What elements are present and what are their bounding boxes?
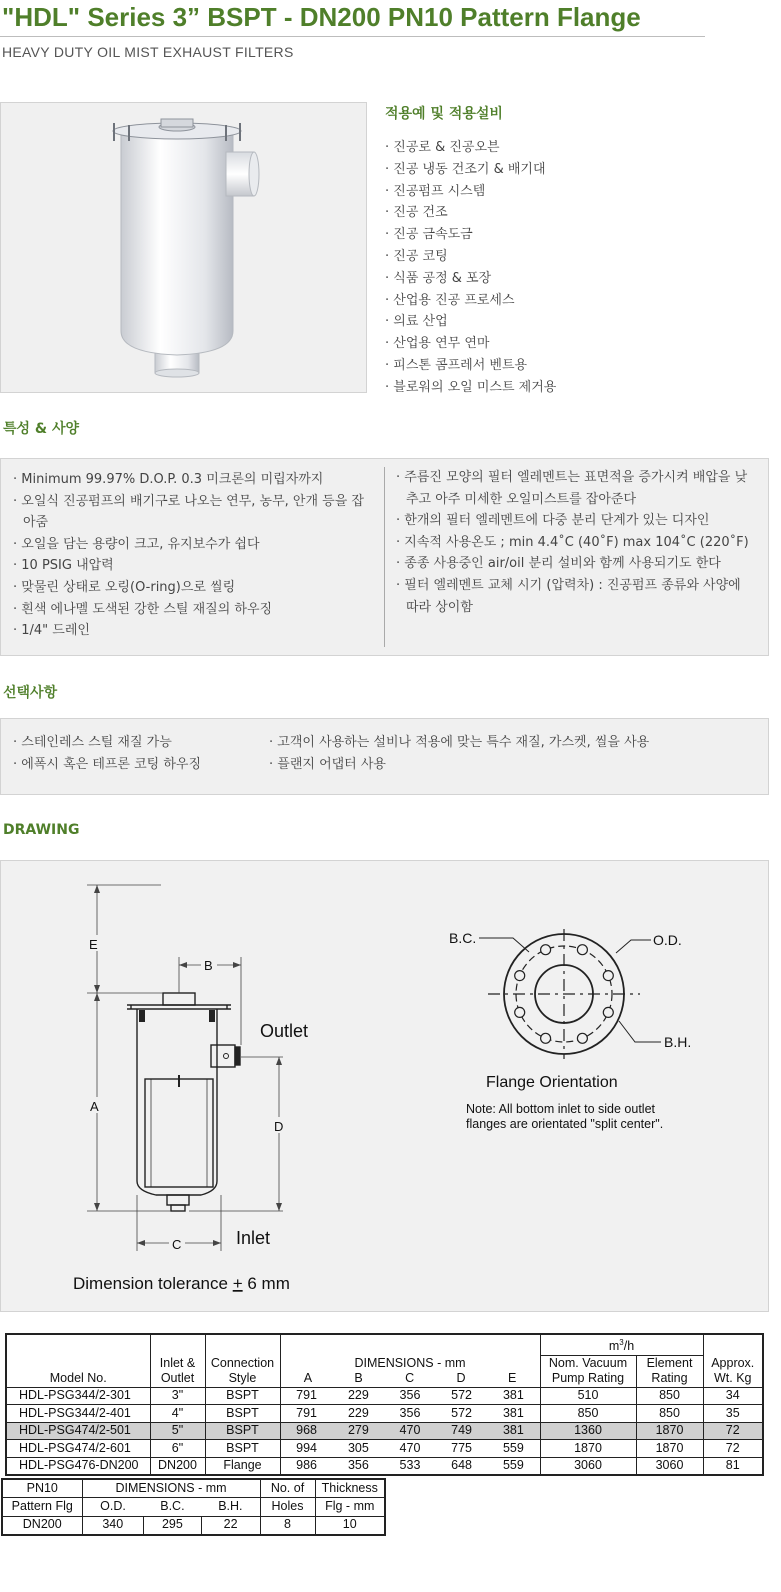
table-cell: 3060 bbox=[636, 1458, 703, 1476]
flange-header-bc: B.C. bbox=[144, 1498, 202, 1517]
table-cell: 4" bbox=[150, 1405, 205, 1423]
model-number-cell: HDL-PSG474/2-601 bbox=[6, 1440, 150, 1458]
header-dimensions: DIMENSIONS - mm A B C D E bbox=[280, 1334, 540, 1387]
table-cell: 356 bbox=[384, 1405, 436, 1423]
table-cell: 1870 bbox=[540, 1440, 636, 1458]
features-divider bbox=[384, 467, 385, 647]
drawing-heading: DRAWING bbox=[3, 822, 80, 838]
table-cell: 1870 bbox=[636, 1440, 703, 1458]
feature-item: · 오일을 담는 용량이 크고, 유지보수가 쉽다 bbox=[13, 536, 260, 552]
dimension-drawing bbox=[1, 861, 770, 1313]
table-row bbox=[6, 1405, 763, 1423]
page-title: "HDL" Series 3” BSPT - DN200 PN10 Pattern Flange bbox=[2, 2, 641, 32]
application-item: · 진공 금속도금 bbox=[385, 227, 473, 243]
application-item: · 식품 공정 & 포장 bbox=[385, 270, 492, 286]
flange-cell: 340 bbox=[82, 1516, 144, 1535]
option-item: · 고객이 사용하는 설비나 적용에 맞는 특수 재질, 가스켓, 씰을 사용 bbox=[269, 735, 650, 750]
dim-label-e: E bbox=[89, 937, 98, 952]
application-item: · 의료 산업 bbox=[385, 314, 448, 330]
features-heading: 특성 & 사양 bbox=[3, 421, 80, 437]
table-cell: 279 bbox=[333, 1422, 385, 1440]
table-cell: 850 bbox=[540, 1405, 636, 1423]
bolt-hole bbox=[603, 1007, 613, 1017]
feature-item: · 1/4" 드레인 bbox=[13, 623, 90, 639]
flange-header-holes1: No. of bbox=[260, 1479, 315, 1498]
table-cell: 305 bbox=[333, 1440, 385, 1458]
spec-table-header bbox=[6, 1334, 763, 1355]
application-item: · 진공펌프 시스템 bbox=[385, 183, 486, 199]
dim-label-b: B bbox=[204, 958, 213, 973]
feature-item: · 필터 엘레멘트 교체 시기 (압력차) : 진공펌프 종류와 사양에 따라 상이함 bbox=[396, 577, 741, 615]
table-cell: 775 bbox=[436, 1440, 488, 1458]
table-cell: 72 bbox=[703, 1440, 763, 1458]
model-number-cell: HDL-PSG344/2-301 bbox=[6, 1387, 150, 1405]
table-cell: 791 bbox=[280, 1405, 333, 1423]
dim-label-d: D bbox=[274, 1119, 284, 1134]
option-item: · 에폭시 혹은 테프론 코팅 하우징 bbox=[13, 756, 202, 772]
bolt-hole bbox=[515, 971, 525, 981]
dim-label-c: C bbox=[172, 1237, 182, 1252]
feature-item: · 10 PSIG 내압력 bbox=[13, 558, 114, 574]
bolt-hole bbox=[577, 1033, 587, 1043]
features-left-list bbox=[13, 469, 365, 642]
table-cell: BSPT bbox=[205, 1405, 280, 1423]
model-number-cell: HDL-PSG344/2-401 bbox=[6, 1405, 150, 1423]
options-panel bbox=[0, 718, 769, 795]
flange-cell: 10 bbox=[315, 1516, 385, 1535]
feature-item: · 오일식 진공펌프의 배기구로 나오는 연무, 농무, 안개 등을 잡아줌 bbox=[13, 493, 364, 531]
table-cell: DN200 bbox=[150, 1458, 205, 1476]
table-cell: 356 bbox=[384, 1387, 436, 1405]
table-cell: 533 bbox=[384, 1458, 436, 1476]
feature-item: · 주름진 모양의 필터 엘레멘트는 표면적을 증가시켜 배압을 낮추고 아주 미세한 오일미스트를 잡아준다 bbox=[396, 470, 748, 507]
table-cell: 749 bbox=[436, 1422, 488, 1440]
feature-item: · 한개의 필터 엘레멘트에 다중 분리 단계가 있는 디자인 bbox=[396, 513, 710, 529]
drawing-panel bbox=[0, 860, 769, 1312]
table-cell: 34 bbox=[703, 1387, 763, 1405]
housing-outline bbox=[127, 993, 240, 1211]
application-item: · 진공 냉동 건조기 & 배기대 bbox=[385, 161, 546, 177]
application-item: · 블로워의 오일 미스트 제거용 bbox=[385, 379, 557, 395]
spec-table bbox=[5, 1333, 764, 1476]
table-cell: 559 bbox=[487, 1440, 540, 1458]
features-right-list bbox=[396, 467, 756, 618]
table-cell: 850 bbox=[636, 1387, 703, 1405]
flange-note-line1: Note: All bottom inlet to side outlet bbox=[466, 1102, 655, 1116]
table-cell: 648 bbox=[436, 1458, 488, 1476]
feature-item: · 종종 사용중인 air/oil 분리 설비와 함께 사용되기도 한다 bbox=[396, 556, 721, 572]
table-row bbox=[6, 1422, 763, 1440]
page-subtitle: HEAVY DUTY OIL MIST EXHAUST FILTERS bbox=[2, 44, 294, 60]
table-cell: 81 bbox=[703, 1458, 763, 1476]
flange-cell: 295 bbox=[144, 1516, 202, 1535]
bolt-hole bbox=[577, 945, 587, 955]
housing-bolts bbox=[139, 1010, 229, 1059]
table-cell: 229 bbox=[333, 1405, 385, 1423]
table-cell: 968 bbox=[280, 1422, 333, 1440]
flange-note-line2: flanges are orientated "split center". bbox=[466, 1117, 664, 1131]
table-cell: 791 bbox=[280, 1387, 333, 1405]
option-item: · 플랜지 어댑터 사용 bbox=[269, 756, 386, 772]
feature-item: · 흰색 에나멜 도색된 강한 스틸 재질의 하우징 bbox=[13, 601, 273, 617]
options-left-list bbox=[13, 732, 263, 775]
product-photo bbox=[0, 102, 367, 393]
application-item: · 진공 건조 bbox=[385, 205, 448, 221]
options-heading: 선택사항 bbox=[3, 685, 58, 701]
table-row bbox=[6, 1458, 763, 1476]
header-connection: Connection Style bbox=[205, 1334, 280, 1387]
flange-table-row bbox=[2, 1516, 385, 1535]
table-cell: 986 bbox=[280, 1458, 333, 1476]
feature-item: · 맞물린 상태로 오링(O-ring)으로 씰링 bbox=[13, 579, 236, 595]
application-item: · 진공 코팅 bbox=[385, 248, 448, 264]
flange-header-thickness1: Thickness bbox=[315, 1479, 385, 1498]
table-cell: 6" bbox=[150, 1440, 205, 1458]
bolt-hole bbox=[541, 1033, 551, 1043]
model-number-cell: HDL-PSG474/2-501 bbox=[6, 1422, 150, 1440]
table-cell: 850 bbox=[636, 1405, 703, 1423]
flange-bh-label: B.H. bbox=[664, 1034, 692, 1050]
application-item: · 산업용 진공 프로세스 bbox=[385, 292, 515, 308]
options-right-list bbox=[269, 732, 759, 775]
table-cell: 35 bbox=[703, 1405, 763, 1423]
feature-item: · 지속적 사용온도 ; min 4.4˚C (40˚F) max 104˚C (220˚F) bbox=[396, 534, 749, 550]
flange-header-holes2: Holes bbox=[260, 1498, 315, 1517]
table-cell: 470 bbox=[384, 1440, 436, 1458]
table-cell: 1870 bbox=[636, 1422, 703, 1440]
flange-diagram bbox=[479, 929, 661, 1059]
bolt-hole bbox=[515, 1007, 525, 1017]
flange-header-thickness2: Flg - mm bbox=[315, 1498, 385, 1517]
table-cell: BSPT bbox=[205, 1440, 280, 1458]
flange-header-bh: B.H. bbox=[201, 1498, 260, 1517]
table-cell: 510 bbox=[540, 1387, 636, 1405]
title-divider bbox=[0, 36, 705, 37]
table-cell: Flange bbox=[205, 1458, 280, 1476]
tolerance-note: Dimension tolerance + 6 mm bbox=[73, 1274, 290, 1293]
flange-od-label: O.D. bbox=[653, 932, 682, 948]
header-flow-unit: $m^3/h$ bbox=[540, 1334, 703, 1355]
flange-cell: 8 bbox=[260, 1516, 315, 1535]
header-inlet: Inlet & Outlet bbox=[150, 1334, 205, 1387]
applications-list bbox=[385, 137, 556, 399]
header-model: Model No. bbox=[6, 1334, 150, 1387]
header-nom-vacuum: Nom. Vacuum Pump Rating bbox=[540, 1355, 636, 1387]
flange-header-pn10: PN10 bbox=[2, 1479, 82, 1498]
table-row bbox=[6, 1387, 763, 1405]
bolt-hole bbox=[541, 945, 551, 955]
table-cell: 381 bbox=[487, 1387, 540, 1405]
filter-housing-image bbox=[1, 103, 368, 394]
application-item: · 산업용 연무 연마 bbox=[385, 336, 490, 352]
table-cell: 72 bbox=[703, 1422, 763, 1440]
table-cell: 381 bbox=[487, 1422, 540, 1440]
flange-caption: Flange Orientation bbox=[486, 1074, 618, 1091]
flange-cell: 22 bbox=[201, 1516, 260, 1535]
flange-cell: DN200 bbox=[2, 1516, 82, 1535]
table-cell: BSPT bbox=[205, 1422, 280, 1440]
table-cell: 470 bbox=[384, 1422, 436, 1440]
table-cell: 3060 bbox=[540, 1458, 636, 1476]
dim-label-a: A bbox=[90, 1099, 99, 1114]
table-row bbox=[6, 1440, 763, 1458]
dimension-arrows bbox=[94, 885, 282, 1246]
features-panel bbox=[0, 458, 769, 656]
table-cell: BSPT bbox=[205, 1387, 280, 1405]
table-cell: 559 bbox=[487, 1458, 540, 1476]
flange-bc-label: B.C. bbox=[449, 930, 477, 946]
table-cell: 356 bbox=[333, 1458, 385, 1476]
header-weight: Approx. Wt. Kg bbox=[703, 1334, 763, 1387]
table-cell: 5" bbox=[150, 1422, 205, 1440]
feature-item: · Minimum 99.97% D.O.P. 0.3 미크론의 미립자까지 bbox=[13, 472, 324, 487]
table-cell: 229 bbox=[333, 1387, 385, 1405]
flange-header-dims: DIMENSIONS - mm bbox=[82, 1479, 260, 1498]
table-cell: 1360 bbox=[540, 1422, 636, 1440]
table-cell: 572 bbox=[436, 1405, 488, 1423]
table-cell: 572 bbox=[436, 1387, 488, 1405]
table-cell: 381 bbox=[487, 1405, 540, 1423]
inlet-label: Inlet bbox=[236, 1228, 271, 1248]
flange-table bbox=[1, 1478, 386, 1536]
table-cell: 994 bbox=[280, 1440, 333, 1458]
application-item: · 진공로 & 진공오븐 bbox=[385, 140, 500, 155]
bolt-hole bbox=[603, 971, 613, 981]
outlet-label: Outlet bbox=[260, 1021, 309, 1041]
application-item: · 피스톤 콤프레서 벤트용 bbox=[385, 357, 528, 373]
option-item: · 스테인레스 스틸 재질 가능 bbox=[13, 735, 172, 750]
applications-heading: 적용예 및 적용설비 bbox=[385, 106, 503, 122]
flange-header-od: O.D. bbox=[82, 1498, 144, 1517]
flange-header-pattern: Pattern Flg bbox=[2, 1498, 82, 1517]
dimension-lines bbox=[87, 885, 283, 1251]
header-element-rating: Element Rating bbox=[636, 1355, 703, 1387]
table-cell: 3" bbox=[150, 1387, 205, 1405]
model-number-cell: HDL-PSG476-DN200 bbox=[6, 1458, 150, 1476]
